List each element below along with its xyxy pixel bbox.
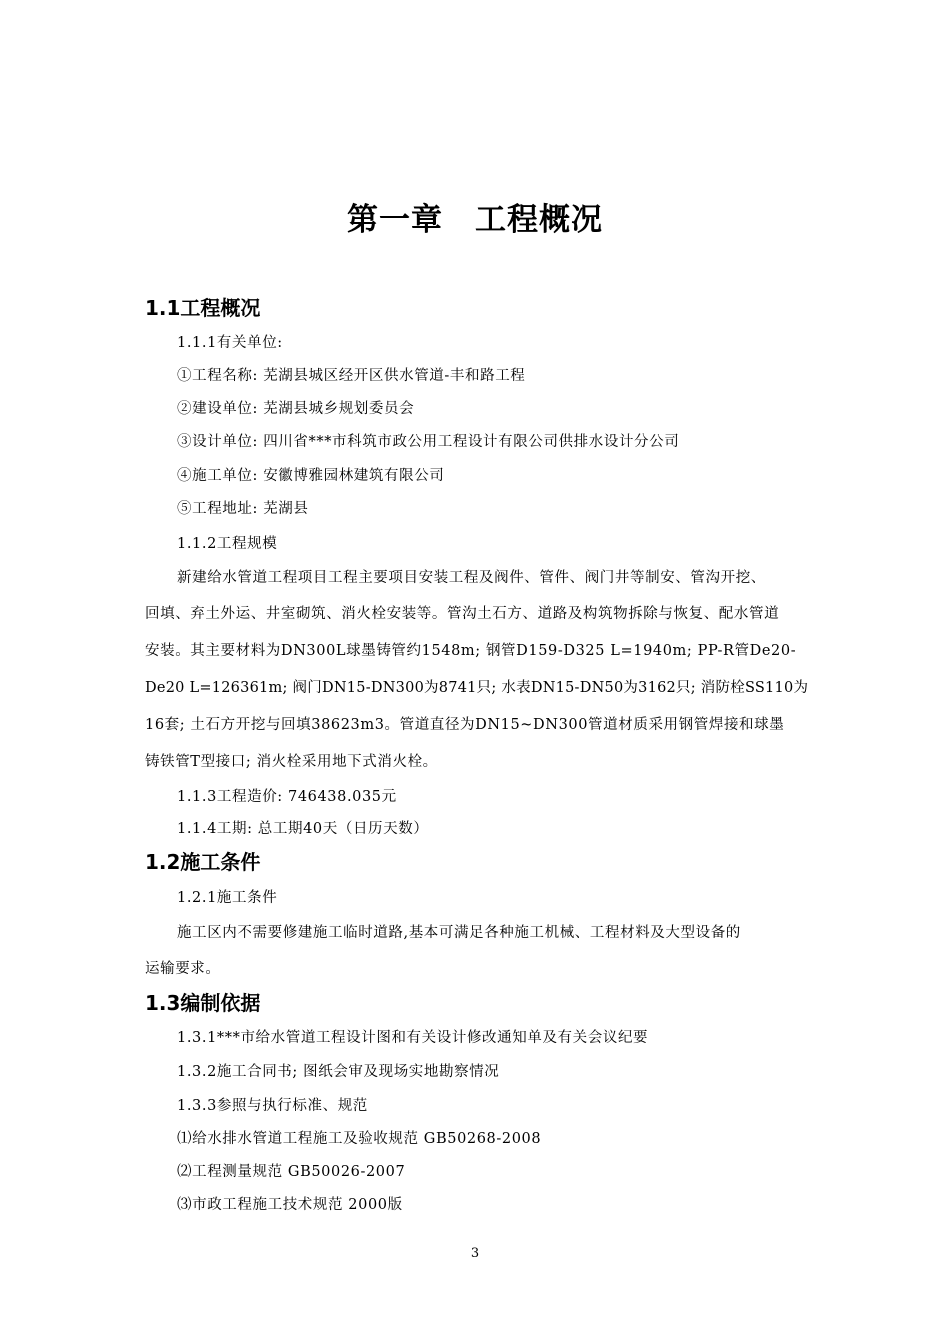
section-heading-1-2: 1.2施工条件 <box>145 850 261 874</box>
paragraph-line: 铸铁管T型接口; 消火栓采用地下式消火栓。 <box>145 754 438 770</box>
standard-item: ⑴给水排水管道工程施工及验收规范 GB50268-2008 <box>177 1131 542 1147</box>
basis-item: 1.3.3参照与执行标准、规范 <box>177 1098 368 1114</box>
paragraph-line: 16套; 土石方开挖与回填38623m3。管道直径为DN15~DN300管道材质采用钢管焊接和球墨 <box>145 717 785 733</box>
project-name-line: ①工程名称: 芜湖县城区经开区供水管道-丰和路工程 <box>177 368 526 384</box>
paragraph-line: 安装。其主要材料为DN300L球墨铸管约1548m; 钢管D159-D325 L=1940m; PP-R管De20- <box>145 643 797 659</box>
design-unit-line: ③设计单位: 四川省***市科筑市政公用工程设计有限公司供排水设计分公司 <box>177 434 680 450</box>
project-duration-line: 1.1.4工期: 总工期40天（日历天数） <box>177 821 429 837</box>
standard-item: ⑵工程测量规范 GB50026-2007 <box>177 1164 406 1180</box>
section-heading-1-3: 1.3编制依据 <box>145 991 261 1015</box>
subsection-title: 1.1.2工程规模 <box>177 536 278 552</box>
chapter-title: 第一章 工程概况 <box>347 202 603 238</box>
paragraph-line: 回填、弃土外运、井室砌筑、消火栓安装等。管沟土石方、道路及构筑物拆除与恢复、配水管道 <box>145 606 780 622</box>
paragraph-line: 新建给水管道工程项目工程主要项目安装工程及阀件、管件、阀门井等制安、管沟开挖、 <box>177 570 766 586</box>
standard-item: ⑶市政工程施工技术规范 2000版 <box>177 1197 403 1213</box>
construction-unit-line: ④施工单位: 安徽博雅园林建筑有限公司 <box>177 468 445 484</box>
basis-item: 1.3.1***市给水管道工程设计图和有关设计修改通知单及有关会议纪要 <box>177 1030 649 1046</box>
paragraph-line: 施工区内不需要修建施工临时道路,基本可满足各种施工机械、工程材料及大型设备的 <box>177 925 741 941</box>
project-cost-line: 1.1.3工程造价: 746438.035元 <box>177 789 397 805</box>
subsection-title: 1.2.1施工条件 <box>177 890 278 906</box>
paragraph-line: De20 L=126361m; 阀门DN15-DN300为8741只; 水表DN15-DN50为3162只; 消防栓SS110为 <box>145 680 809 696</box>
page-number: 3 <box>470 1246 480 1261</box>
paragraph-line: 运输要求。 <box>145 961 221 977</box>
section-heading-1-1: 1.1工程概况 <box>145 296 261 320</box>
project-address-line: ⑤工程地址: 芜湖县 <box>177 501 309 517</box>
basis-item: 1.3.2施工合同书; 图纸会审及现场实地勘察情况 <box>177 1064 500 1080</box>
subsection-title: 1.1.1有关单位: <box>177 335 283 351</box>
owner-unit-line: ②建设单位: 芜湖县城乡规划委员会 <box>177 401 415 417</box>
